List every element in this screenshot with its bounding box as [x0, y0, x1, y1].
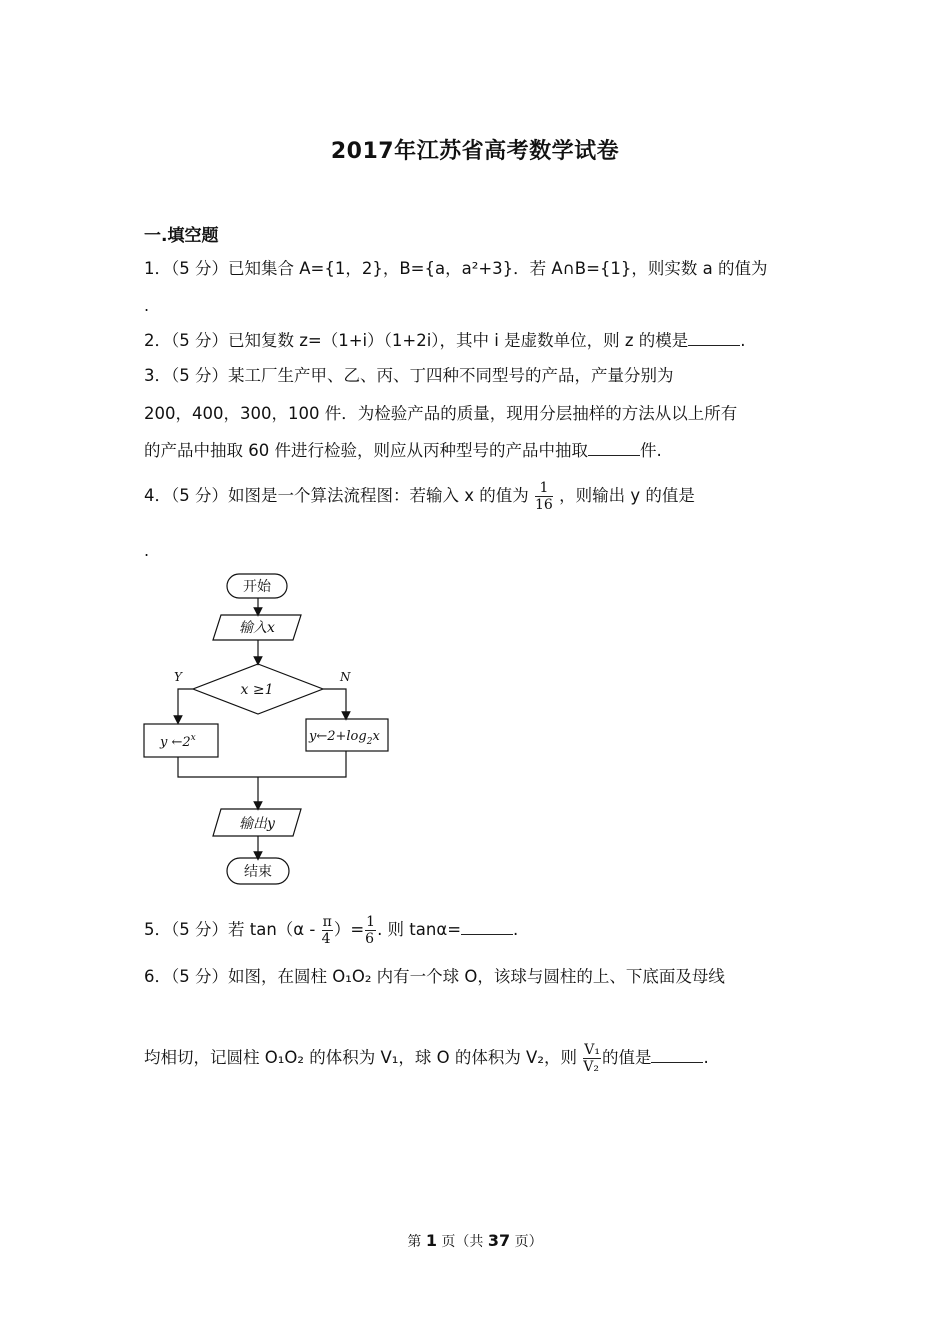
fraction-denominator: 16	[535, 497, 553, 513]
fraction-numerator: 1	[366, 914, 376, 930]
question-5-text-a: 5．（5 分）若 tan（α -	[144, 920, 316, 939]
start-label: 开始	[243, 579, 271, 595]
no-box-text: y←2+log	[309, 729, 367, 744]
question-1: 1．（5 分）已知集合 A={1，2}，B={a，a²+3}．若 A∩B={1}，则实数 a 的值为	[144, 259, 768, 278]
question-3-line-1: 3．（5 分）某工厂生产甲、乙、丙、丁四种不同型号的产品，产量分别为	[144, 366, 674, 385]
no-box-var: x	[372, 729, 380, 744]
question-3-line-2: 200，400，300，100 件．为检验产品的质量，现用分层抽样的方法从以上所有	[144, 404, 738, 423]
question-5-end: .	[513, 920, 519, 939]
fraction-numerator: π	[322, 914, 332, 930]
no-label: N	[340, 670, 351, 684]
fraction-numerator: 1	[539, 480, 549, 496]
question-6-line-1: 6．（5 分）如图，在圆柱 O₁O₂ 内有一个球 O，该球与圆柱的上、下底面及母线	[144, 967, 725, 986]
condition-label: x ≥1	[240, 682, 274, 698]
end-label: 结束	[244, 864, 272, 880]
footer-page-number: 1	[425, 1231, 437, 1250]
fraction-one-sixth	[365, 914, 376, 947]
question-6-end: .	[703, 1048, 709, 1067]
question-4	[144, 480, 695, 513]
question-2	[144, 330, 746, 352]
fraction-numerator: V₁	[584, 1042, 600, 1058]
footer-total-pages: 37	[487, 1231, 511, 1250]
question-1-continuation: .	[144, 296, 150, 315]
question-3-line-3	[144, 440, 662, 462]
question-5-text-c: . 则 tanα=	[377, 920, 462, 939]
no-box-label	[308, 729, 380, 747]
fraction-denominator: V₂	[583, 1059, 599, 1075]
no-box-subscript: 2	[366, 737, 373, 747]
fraction-one-sixteenth	[535, 480, 553, 513]
yes-box-text: y ←2	[160, 735, 191, 750]
question-3-end: 件.	[640, 441, 662, 460]
yes-box-exponent: x	[190, 733, 196, 743]
page-footer	[0, 1231, 950, 1251]
page-title: 2017年江苏省高考数学试卷	[330, 139, 620, 164]
fraction-pi-over-4	[322, 914, 333, 947]
yes-box-label	[159, 733, 196, 750]
fraction-denominator: 6	[365, 931, 375, 947]
question-4-text-b: ，则输出 y 的值是	[559, 486, 695, 505]
output-label: 输出y	[239, 816, 275, 832]
footer-suffix: 页）	[510, 1234, 543, 1250]
yes-label: Y	[174, 670, 182, 684]
question-3-text: 的产品中抽取 60 件进行检验，则应从丙种型号的产品中抽取	[144, 441, 588, 460]
question-4-continuation: .	[144, 541, 150, 560]
question-4-text-a: 4．（5 分）如图是一个算法流程图：若输入 x 的值为	[144, 486, 529, 505]
question-6-text-a: 均相切，记圆柱 O₁O₂ 的体积为 V₁，球 O 的体积为 V₂，则	[144, 1048, 577, 1067]
algorithm-flowchart	[130, 560, 410, 895]
question-5-text-b: ）=	[333, 920, 365, 939]
footer-prefix: 第	[407, 1234, 426, 1250]
fraction-denominator: 4	[322, 930, 333, 947]
answer-blank	[651, 1048, 703, 1063]
question-2-end: .	[740, 331, 746, 350]
answer-blank	[688, 331, 740, 346]
question-6-line-2	[144, 1042, 709, 1075]
question-2-text: 2．（5 分）已知复数 z=（1+i）（1+2i），其中 i 是虚数单位，则 z 的模是	[144, 331, 689, 350]
answer-blank	[588, 441, 640, 456]
question-6-text-b: 的值是	[601, 1048, 652, 1067]
answer-blank	[461, 920, 513, 935]
fraction-v1-over-v2	[583, 1042, 601, 1075]
footer-middle: 页（共	[436, 1234, 488, 1250]
section-heading: 一.填空题	[144, 226, 219, 246]
question-5	[144, 914, 518, 947]
input-label: 输入x	[239, 620, 275, 636]
